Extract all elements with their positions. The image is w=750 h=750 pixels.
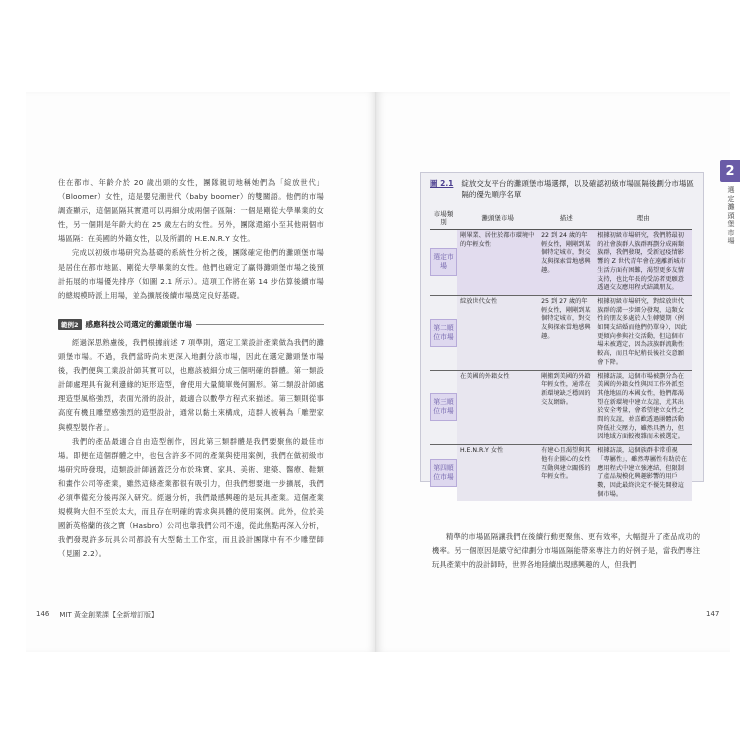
- page-number-right: 147: [706, 610, 720, 618]
- left-body-text-bottom: [58, 336, 324, 562]
- left-paragraph: 完成以初級市場研究為基礎的系統性分析之後，團隊確定他們的灘頭堡市場是居住在都市地區、剛從大學畢業的女性。他們也確定了贏得灘頭堡市場之後預計拓展的市場優先排序（如圖 2.1 所示）。這項工作將在第 14 步估算後續市場的總規模時派上用場，並為擴展後續市場奠定良好基礎。: [58, 248, 324, 300]
- left-footer: [36, 610, 158, 620]
- right-paragraph: 精準的市場區隔讓我們在後續行動更聚焦、更有效率，大幅提升了產品成功的機率。另一個原因是嚴守紀律劃分市場區隔能帶來專注力的好例子是，當我們專注玩具產業中的設計師時，世界各地陸續出現感興趣的人，但我們: [432, 532, 700, 570]
- description-cell: 有建心且渴望與其他有企圖心的女性互動與建立關係的年輕女性。: [538, 445, 594, 502]
- reason-cell: 根據訪談，這個族群非常重視「專屬性」，雖然專屬性有助於在應用程式中建立強連結，但限制了產品規模化興趣影響的用戶數，因此最終決定不優先開發這個市場。: [594, 445, 692, 502]
- figure-title: 綻放交友平台的灘頭堡市場選擇，以及確認初級市場區隔後劃分市場區隔的優先順序名單: [461, 179, 694, 199]
- figure-caption: [430, 178, 695, 200]
- market-cell: 在美國的外籍女性: [457, 370, 538, 445]
- description-cell: 剛搬到美國的外籍年輕女性，通常在新環境缺乏穩固的交友網絡。: [538, 370, 594, 445]
- description-cell: 25 到 27 歲的年輕女性，剛剛到某個特定城市，對交友與探索當地感興趣。: [538, 295, 594, 370]
- running-book-title: MIT 黃金創業課【全新增訂版】: [59, 611, 158, 619]
- table-row: [430, 370, 692, 445]
- table-header: 市場類別: [430, 208, 457, 230]
- market-segment-table: [430, 208, 692, 501]
- segment-label: 第三順位市場: [430, 393, 457, 421]
- example-title: 感應科技公司選定的灘頭堡市場: [85, 320, 192, 329]
- reason-cell: 根據初級市場研究，我們將最初的社會族群人族群再劃分成兩類族群，我們發現，受新冠疫情影響的 Z 世代青年會在遠離新城市生活方面有困難，渴望更多友情支持，也比年長的受訪者更願意透過交友應用程式結識朋友。: [594, 230, 692, 296]
- chapter-tab: 2: [720, 160, 740, 182]
- left-paragraph: 我們的產品最適合自由造型創作，因此第三類群體是我們要聚焦的最佳市場。即便在這個群體之中，也包含許多不同的產業與使用案例，我們在做初級市場研究時發現，這類設計師涵蓋泛分布於珠寶、家具、美術、建築、醫療、鞋類和畫作公司等產業，雖然這條產業都很有吸引力，但我們想要進一步擴展，我們必須準備充分後再深入研究。經過分析，我們最感興趣的是玩具產業。這個產業規模夠大但不至於太大，而且存在明確的需求與具體的使用案例。此外，位於美國新英格蘭的孩之寶（Hasbro）公司也靠我們公司不遠，從此焦點再深入分析，我們發現許多玩具公司都設有大型黏土工作室，而且設計團隊中有不少雕塑師（見圖 2.2）。: [58, 436, 324, 559]
- table-row: [430, 445, 692, 502]
- example-badge: 範例2: [58, 319, 82, 330]
- segment-label: 第四順位市場: [430, 459, 457, 487]
- table-row: [430, 230, 692, 296]
- page-number-left: 146: [36, 610, 50, 618]
- market-cell: 剛畢業、居住於都市環境中的年輕女性: [457, 230, 538, 296]
- table-header: 理由: [594, 208, 692, 230]
- reason-cell: 根據訪談，這個市場被劃分為在美國的外籍女性與因工作外派至其他地區的本國女性，他們都渴望在新環境中建立友誼，尤其出於安全考量，會希望建立女性之間的友誼，並喜歡透過團體活動降低社交壓力，雖然具潛力，但因地域方面較複雜而未被選定。: [594, 370, 692, 445]
- chapter-side-label: 選定灘頭堡市場: [727, 186, 735, 245]
- right-body-text: [432, 530, 700, 572]
- left-paragraph: 住在都市、年齡介於 20 歲出頭的女性，團隊親切地稱她們為「綻放世代」（Bloomer）女性，這是嬰兒潮世代（baby boomer）的雙關語。他們的市場調查顯示，這個區隔其實還可以再細分成兩個子區隔：一個是剛從大學畢業的女性，另一個則是年齡大約在 25 歲左右的女性。另外，團隊還縮小至其他兩個市場區隔：在美國的外籍女性，以及所謂的 H.E.N.R.Y 女性。: [58, 178, 324, 244]
- table-header-row: [430, 208, 692, 230]
- figure-number: 圖 2.1: [430, 179, 454, 188]
- left-body-text-top: [58, 176, 324, 303]
- market-cell: H.E.N.R.Y 女性: [457, 445, 538, 502]
- table-header: 描述: [538, 208, 594, 230]
- example-rule: [196, 324, 324, 325]
- table-header: 灘頭堡市場: [457, 208, 538, 230]
- left-paragraph: 經過深思熟慮後，我們根據前述 7 項準則，選定工業設計產業做為我們的灘頭堡市場。不過，我們當時尚未更深入地劃分該市場，因此在選定灘頭堡市場後，我們便與工業設計師其實可以，也應該被細分成三個明確的群體。第一類設計師處理具有銳利邊緣的矩形造型，會使用大量簡單幾何圖形。第二類設計師處理造型風格強烈，表面光滑的設計，最適合以數學方程式來描述。第三類則從事高度有機且雕塑感強烈的造型設計，通常以黏土來構成，這群人被稱為「雕塑家與模型製作者」。: [58, 338, 324, 432]
- book-gutter: [375, 92, 376, 652]
- market-cell: 綻放世代女性: [457, 295, 538, 370]
- description-cell: 22 到 24 歲的年輕女性，剛剛到某個特定城市，對交友與探索當地感興趣。: [538, 230, 594, 296]
- segment-label: 選定市場: [430, 248, 457, 276]
- segment-label: 第二順位市場: [430, 319, 457, 347]
- table-row: [430, 295, 692, 370]
- example-heading: [58, 318, 324, 331]
- reason-cell: 根據初級市場研究，對綻放世代族群的溝一步細分發現，這類女性的朋友多處於人生轉變期（例如開支結婚而他們仍單身），因此更傾向參與社交活動，但這個市場未被選定，因為該族群流動性較高，而且年紀稍長後社交意願會下降。: [594, 295, 692, 370]
